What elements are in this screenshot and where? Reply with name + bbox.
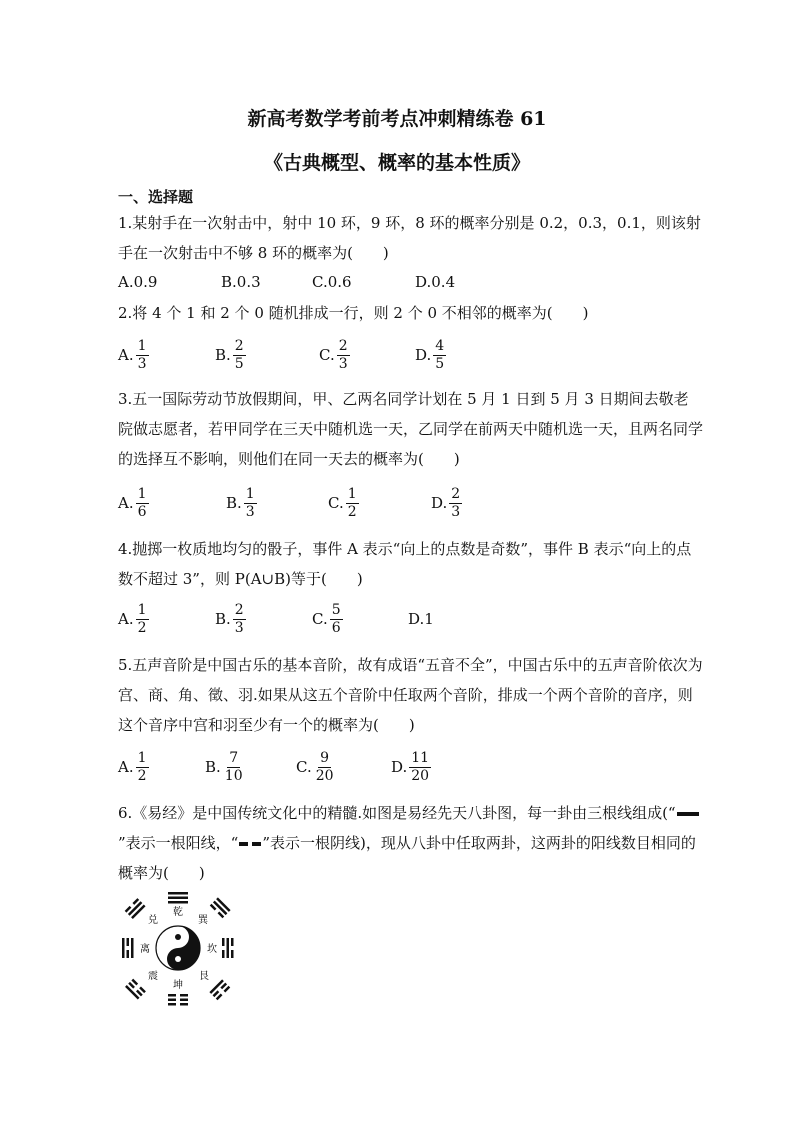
q5-option-c-label: C. <box>296 758 312 776</box>
q3-option-b-label: B. <box>226 494 242 512</box>
fraction <box>346 486 359 521</box>
trigram-dui <box>125 898 146 919</box>
fraction <box>136 602 149 637</box>
q5-option-c[interactable] <box>296 745 336 789</box>
q3-option-c[interactable] <box>328 481 359 525</box>
fraction <box>433 338 446 373</box>
label-kun: 坤 <box>173 980 183 991</box>
fraction-denominator: 2 <box>137 767 147 784</box>
fraction-numerator: 1 <box>137 749 147 766</box>
q2-option-a[interactable] <box>118 333 149 377</box>
q2-option-b-label: B. <box>215 346 231 364</box>
fraction-denominator: 20 <box>411 767 430 784</box>
section-heading: 一、选择题 <box>118 188 194 206</box>
trigram-gen <box>209 979 230 1000</box>
fraction-denominator: 3 <box>451 503 461 520</box>
q5-option-b-label: B. <box>205 758 221 776</box>
fraction-denominator: 10 <box>224 767 243 784</box>
fraction <box>244 486 257 521</box>
q4-option-c-label: C. <box>312 610 328 628</box>
fraction-numerator: 1 <box>137 601 147 618</box>
trigram-zhen <box>125 979 146 1000</box>
fraction-numerator: 1 <box>347 485 357 502</box>
fraction-numerator: 2 <box>451 485 461 502</box>
bagua-diagram <box>118 890 238 1010</box>
fraction-numerator: 4 <box>435 337 445 354</box>
label-qian: 乾 <box>173 907 183 918</box>
fraction <box>136 486 149 521</box>
q2-option-d[interactable] <box>415 333 446 377</box>
fraction-denominator: 6 <box>331 619 341 636</box>
label-zhen: 震 <box>148 971 158 982</box>
trigram-li <box>122 938 134 958</box>
fraction-numerator: 1 <box>137 337 147 354</box>
fraction-denominator: 2 <box>347 503 357 520</box>
fraction-numerator: 2 <box>234 601 244 618</box>
q3-option-c-label: C. <box>328 494 344 512</box>
q2-option-a-label: A. <box>118 346 134 364</box>
fraction <box>449 486 462 521</box>
fraction-denominator: 5 <box>234 355 244 372</box>
fraction-denominator: 3 <box>137 355 147 372</box>
q6-text-part-1: 6.《易经》是中国传统文化中的精髓.如图是易经先天八卦图，每一卦由三根线组成(“ <box>118 804 676 822</box>
fraction-denominator: 20 <box>315 767 334 784</box>
fraction-denominator: 3 <box>338 355 348 372</box>
q4-option-a-label: A. <box>118 610 134 628</box>
fraction <box>136 338 149 373</box>
fraction <box>409 750 431 785</box>
q5-option-a-label: A. <box>118 758 134 776</box>
question-1-text: 1.某射手在一次射击中，射中 10 环，9 环，8 环的概率分别是 0.2，0.3，0.1，则该射手在一次射击中不够 8 环的概率为( ) <box>118 214 701 262</box>
q1-option-b[interactable]: B.0.3 <box>221 273 261 291</box>
fraction-denominator: 5 <box>435 355 445 372</box>
question-4-text: 4.抛掷一枚质地均匀的骰子，事件 A 表示“向上的点数是奇数”，事件 B 表示“向上的点数不超过 3”，则 P(A∪B)等于( ) <box>118 540 692 588</box>
fraction-numerator: 7 <box>229 749 239 766</box>
question-6-text <box>118 798 703 888</box>
fraction-numerator: 2 <box>338 337 348 354</box>
trigram-kun <box>168 994 188 1006</box>
fraction <box>233 338 246 373</box>
q4-option-a[interactable] <box>118 597 149 641</box>
label-gen: 艮 <box>199 971 209 982</box>
fraction-numerator: 9 <box>320 749 330 766</box>
fraction-denominator: 3 <box>245 503 255 520</box>
fraction <box>136 750 149 785</box>
q5-option-d[interactable] <box>391 745 431 789</box>
q3-option-d-label: D. <box>431 494 448 512</box>
question-2-text: 2.将 4 个 1 和 2 个 0 随机排成一行，则 2 个 0 不相邻的概率为( ) <box>118 304 589 322</box>
q4-option-b-label: B. <box>215 610 231 628</box>
q4-option-d-label: D.1 <box>408 610 434 628</box>
fraction <box>223 750 245 785</box>
question-5-text: 5.五声音阶是中国古乐的基本音阶，故有成语“五音不全”，中国古乐中的五声音阶依次为宫、商、角、徵、羽.如果从这五个音阶中任取两个音阶，排成一个两个音阶的音序，则这个音序中宫和羽至少有一个的概率为( ) <box>118 656 703 734</box>
q3-option-d[interactable] <box>431 481 462 525</box>
fraction <box>314 750 336 785</box>
fraction-numerator: 1 <box>245 485 255 502</box>
fraction-denominator: 6 <box>137 503 147 520</box>
q3-option-b[interactable] <box>226 481 257 525</box>
q4-option-d[interactable] <box>408 597 436 641</box>
fraction-denominator: 3 <box>234 619 244 636</box>
q2-option-c[interactable] <box>319 333 350 377</box>
q1-option-a[interactable]: A.0.9 <box>118 273 158 291</box>
fraction <box>233 602 246 637</box>
q4-option-b[interactable] <box>215 597 246 641</box>
q4-option-c[interactable] <box>312 597 343 641</box>
label-xun: 巽 <box>198 915 208 926</box>
fraction <box>337 338 350 373</box>
fraction-numerator: 11 <box>411 749 430 766</box>
q5-option-d-label: D. <box>391 758 408 776</box>
label-dui: 兑 <box>148 915 158 926</box>
q1-option-d[interactable]: D.0.4 <box>415 273 456 291</box>
q3-option-a-label: A. <box>118 494 134 512</box>
q6-text-part-3: ”表示一根阴线)，现从八卦中任取两卦，这两卦的阳线数目相同的概率为( ) <box>118 834 696 882</box>
q6-text-part-2: ”表示一根阳线，“ <box>118 834 239 852</box>
label-li: 离 <box>140 944 150 955</box>
trigram-xun <box>210 897 231 918</box>
page-title: 新高考数学考前考点冲刺精练卷 61 <box>247 108 547 130</box>
label-kan: 坎 <box>207 944 217 955</box>
page-subtitle: 《古典概型、概率的基本性质》 <box>263 152 530 174</box>
fraction-denominator: 2 <box>137 619 147 636</box>
fraction-numerator: 1 <box>137 485 147 502</box>
trigram-kan <box>222 938 234 958</box>
q2-option-d-label: D. <box>415 346 432 364</box>
yin-line-icon <box>238 839 262 849</box>
yang-line-icon <box>676 809 700 819</box>
q5-option-b[interactable] <box>205 745 245 789</box>
question-3-text: 3.五一国际劳动节放假期间，甲、乙两名同学计划在 5 月 1 日到 5 月 3 日期间去敬老院做志愿者，若甲同学在三天中随机选一天，乙同学在前两天中随机选一天，且两名同学的选择互不影响，则他们在同一天去的概率为( ) <box>118 390 704 468</box>
q5-option-a[interactable] <box>118 745 149 789</box>
q1-option-c[interactable]: C.0.6 <box>312 273 352 291</box>
q3-option-a[interactable] <box>118 481 149 525</box>
q2-option-c-label: C. <box>319 346 335 364</box>
fraction-numerator: 2 <box>234 337 244 354</box>
q2-option-b[interactable] <box>215 333 246 377</box>
trigram-qian <box>168 892 188 904</box>
yin-yang-icon <box>156 926 200 970</box>
fraction <box>330 602 343 637</box>
fraction-numerator: 5 <box>331 601 341 618</box>
